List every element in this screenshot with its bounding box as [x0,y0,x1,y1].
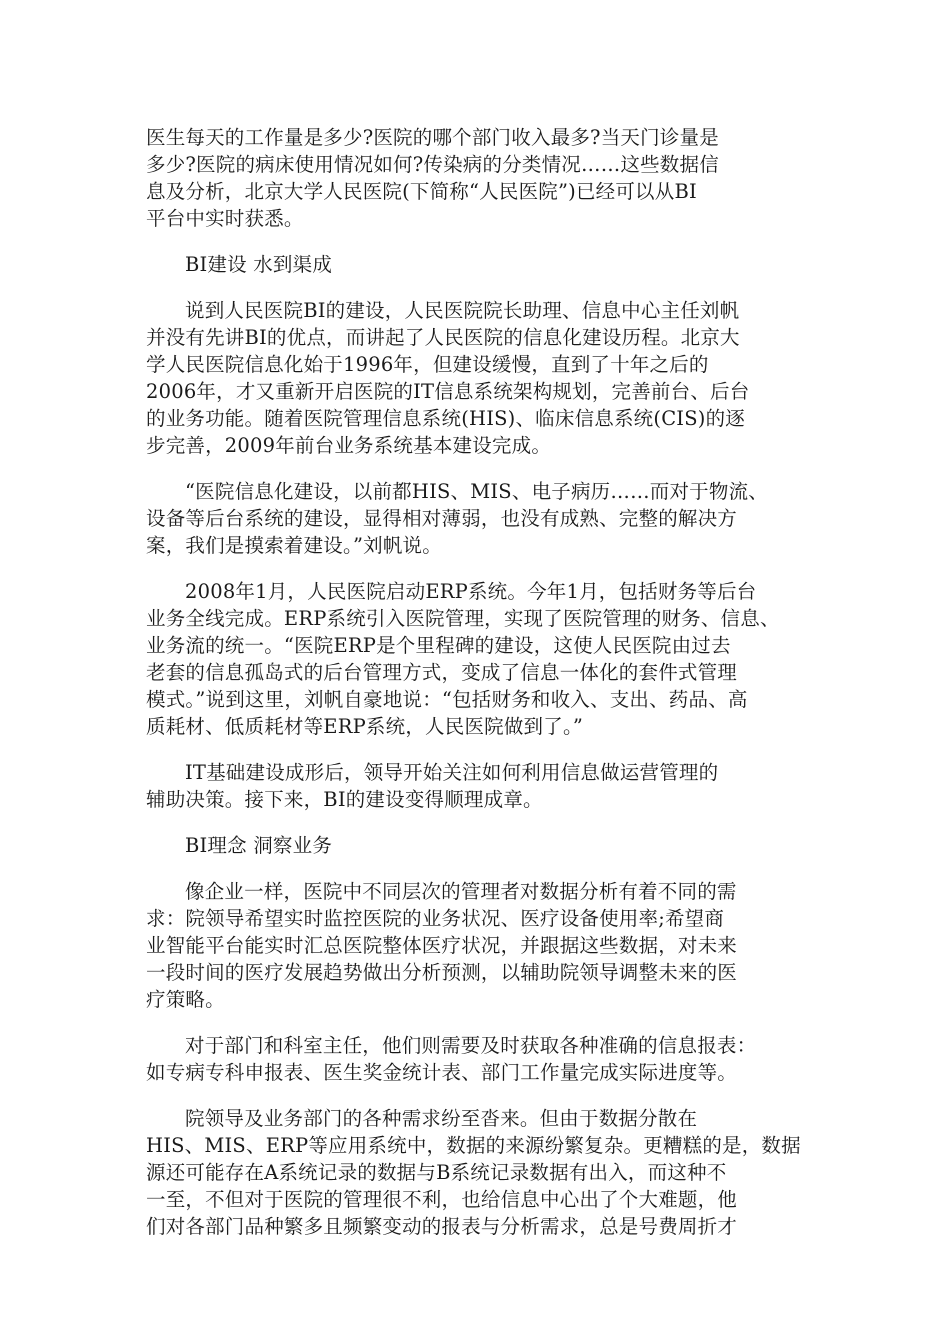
paragraph [146,478,826,559]
paragraph [146,832,826,859]
text-line: 像企业一样，医院中不同层次的管理者对数据分析有着不同的需 [185,880,737,903]
text-line: 们对各部门品种繁多且频繁变动的报表与分析需求，总是号费周折才 [146,1215,738,1238]
text-line: 一至，不但对于医院的管理很不利，也给信息中心出了个大难题，他 [146,1188,738,1211]
text-line: 疗策略。 [146,988,225,1011]
text-line: 的业务功能。随着医院管理信息系统(HIS)、临床信息系统(CIS)的逐 [146,407,745,430]
text-line: 质耗材、低质耗材等ERP系统，人民医院做到了。” [146,715,584,738]
text-line: BI理念 洞察业务 [185,834,333,857]
text-line: IT基础建设成形后，领导开始关注如何利用信息做运营管理的 [185,761,719,784]
text-line: 模式。”说到这里，刘帆自豪地说：“包括财务和收入、支出、药品、高 [146,688,748,711]
text-line: 业务全线完成。ERP系统引入医院管理，实现了医院管理的财务、信息、 [146,607,780,630]
text-line: 求：院领导希望实时监控医院的业务状况、医疗设备使用率;希望商 [146,907,725,930]
text-line: 业务流的统一。“医院ERP是个里程碑的建设，这使人民医院由过去 [146,634,731,657]
text-line: 医生每天的工作量是多少?医院的哪个部门收入最多?当天门诊量是 [146,126,719,149]
paragraph [146,124,826,232]
paragraph [146,878,826,1013]
paragraph [146,578,826,740]
document-body [146,124,826,1259]
text-line: 院领导及业务部门的各种需求纷至沓来。但由于数据分散在 [185,1107,698,1130]
text-line: 如专病专科申报表、医生奖金统计表、部门工作量完成实际进度等。 [146,1061,738,1084]
text-line: 对于部门和科室主任，他们则需要及时获取各种准确的信息报表： [185,1034,757,1057]
text-line: 并没有先讲BI的优点，而讲起了人民医院的信息化建设历程。北京大 [146,326,740,349]
text-line: 源还可能存在A系统记录的数据与B系统记录数据有出入，而这种不 [146,1161,727,1184]
text-line: 老套的信息孤岛式的后台管理方式，变成了信息一体化的套件式管理 [146,661,738,684]
text-line: 平台中实时获悉。 [146,207,304,230]
text-line: 设备等后台系统的建设，显得相对薄弱，也没有成熟、完整的解决方 [146,507,738,530]
text-line: 息及分析，北京大学人民医院(下简称“人民医院”)已经可以从BI [146,180,697,203]
text-line: “医院信息化建设，以前都HIS、MIS、电子病历……而对于物流、 [185,480,768,503]
text-line: 多少?医院的病床使用情况如何?传染病的分类情况……这些数据信 [146,153,719,176]
paragraph [146,297,826,459]
text-line: 案，我们是摸索着建设。”刘帆说。 [146,534,442,557]
paragraph [146,251,826,278]
text-line: 一段时间的医疗发展趋势做出分析预测，以辅助院领导调整未来的医 [146,961,738,984]
text-line: 学人民医院信息化始于1996年，但建设缓慢，直到了十年之后的 [146,353,709,376]
paragraph [146,759,826,813]
paragraph [146,1105,826,1240]
text-line: BI建设 水到渠成 [185,253,333,276]
text-line: 2006年，才又重新开启医院的IT信息系统架构规划，完善前台、后台 [146,380,750,403]
text-line: 业智能平台能实时汇总医院整体医疗状况，并跟据这些数据，对未来 [146,934,738,957]
text-line: 步完善，2009年前台业务系统基本建设完成。 [146,434,552,457]
paragraph [146,1032,826,1086]
text-line: 辅助决策。接下来，BI的建设变得顺理成章。 [146,788,543,811]
text-line: 说到人民医院BI的建设，人民医院院长助理、信息中心主任刘帆 [185,299,740,322]
text-line: 2008年1月，人民医院启动ERP系统。今年1月，包括财务等后台 [185,580,757,603]
text-line: HIS、MIS、ERP等应用系统中，数据的来源纷繁复杂。更糟糕的是，数据 [146,1134,801,1157]
